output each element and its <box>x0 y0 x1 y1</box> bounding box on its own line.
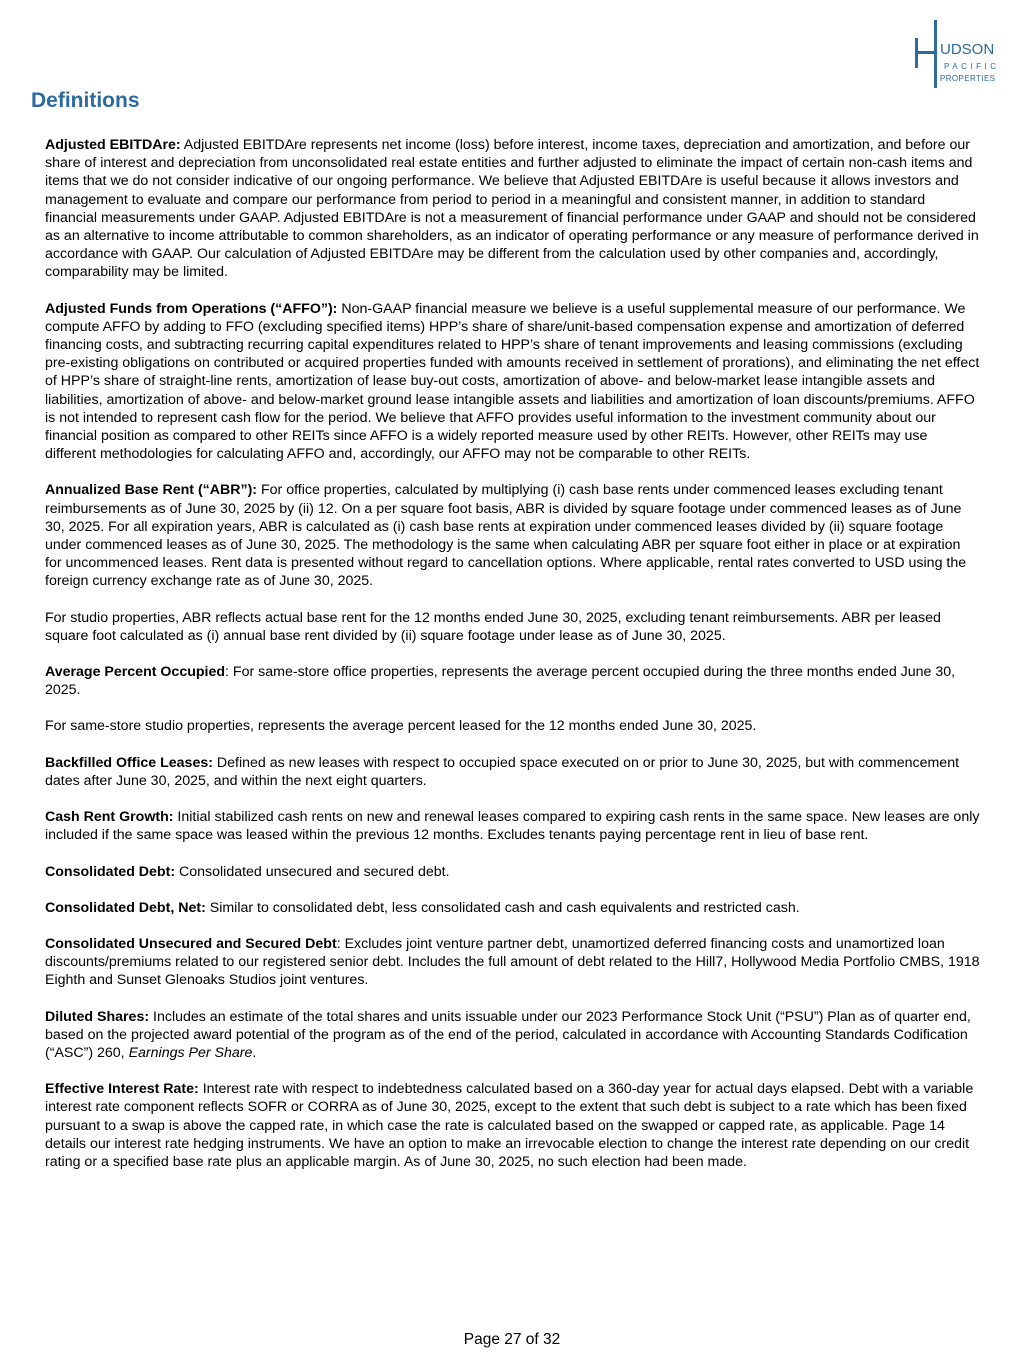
definition-text: Similar to consolidated debt, less consolidated cash and cash equivalents and restricted cash. <box>205 899 800 916</box>
definition-text: Non-GAAP financial measure we believe is a useful supplemental measure of our performance. We compute AFFO by adding to FFO (excluding specified items) HPP’s share of share/unit-based compensation expense and amortization of deferred financing costs, and subtracting recurring capital expenditures related to HPP’s share of tenant improvements and leasing commissions (excluding pre-existing obligations on contributed or acquired properties funded with amounts received in settlement of prorations), and eliminating the net effect of HPP’s share of straight-line rents, amortization of lease buy-out costs, amortization of above- and below-market lease intangible assets and liabilities, amortization of above- and below-market ground lease intangible assets and liabilities and amortization of loan discounts/premiums. AFFO is not intended to represent cash flow for the period. We believe that AFFO provides useful information to the investment community about our financial position as compared to other REITs since AFFO is a widely reported measure used by other REITs. However, other REITs may use different methodologies for calculating AFFO and, accordingly, our AFFO may not be comparable to other REITs. <box>45 300 980 463</box>
definition-abr-studio <box>45 609 980 645</box>
definition-effective-interest-rate <box>45 1080 980 1171</box>
definition-term: Consolidated Debt: <box>45 863 176 880</box>
definition-term: Annualized Base Rent (“ABR”): <box>45 482 258 499</box>
page-number: Page 27 of 32 <box>463 1331 561 1348</box>
definition-term: Cash Rent Growth: <box>45 809 174 826</box>
definition-text: Adjusted EBITDAre represents net income (loss) before interest, income taxes, depreciation and amortization, and before our share of interest and depreciation from unconsolidated real estate entities and further adjusted to eliminate the impact of certain non-cash items and items that we do not consider indicative of our ongoing performance. We believe that Adjusted EBITDAre is useful because it allows investors and management to evaluate and compare our performance from period to period in a meaningful and consistent manner, in addition to standard financial measurements under GAAP. Adjusted EBITDAre is not a measurement of financial performance under GAAP and should not be considered as an alternative to income attributable to common shareholders, as an indicator of operating performance or any measure of performance derived in accordance with GAAP. Our calculation of Adjusted EBITDAre may be different from the calculation used by other companies and, accordingly, comparability may be limited. <box>45 137 979 281</box>
definition-affo <box>45 300 980 464</box>
definition-term: Backfilled Office Leases: <box>45 754 213 771</box>
definition-term: Average Percent Occupied <box>45 664 226 681</box>
definition-adjusted-ebitdare <box>45 136 980 282</box>
definition-text: For studio properties, ABR reflects actual base rent for the 12 months ended June 30, 2025, excluding tenant reimbursements. ABR per leased square foot calculated as (i) annual base rent divided by (ii) square footage under lease as of June 30, 2025. <box>45 609 941 644</box>
definition-abr <box>45 481 980 590</box>
definition-average-percent-occupied-studio <box>45 717 980 735</box>
definition-average-percent-occupied <box>45 663 980 699</box>
definition-backfilled-office-leases <box>45 754 980 790</box>
definition-consolidated-unsecured-secured-debt <box>45 935 980 990</box>
definition-italic-text: Earnings Per Share <box>128 1044 253 1061</box>
logo-line-2: PACIFIC <box>944 62 1000 71</box>
page-title: Definitions <box>31 89 140 112</box>
definition-term: Effective Interest Rate: <box>45 1081 199 1098</box>
definition-consolidated-debt <box>45 863 980 881</box>
definition-consolidated-debt-net <box>45 899 980 917</box>
definition-text: Interest rate with respect to indebtedness calculated based on a 360-day year for actual days elapsed. Debt with a variable interest rate component reflects SOFR or CORRA as of June 30, 2025, except to the extent that such debt is subject to a rate which has been fixed pursuant to a swap is above the capped rate, in which case the rate is calculated based on the swapped or capped rate, as applicable. Page 14 details our interest rate hedging instruments. We have an option to make an irrevocable election to change the interest rate depending on our credit rating or a specified base rate plus an applicable margin. As of June 30, 2025, no such election had been made. <box>45 1081 974 1170</box>
definition-diluted-shares <box>45 1008 980 1063</box>
definition-term: Consolidated Debt, Net: <box>45 899 206 916</box>
definition-term: Adjusted EBITDAre: <box>45 137 181 153</box>
definition-term: Diluted Shares: <box>45 1008 150 1025</box>
definition-cash-rent-growth <box>45 808 980 844</box>
definition-term: Adjusted Funds from Operations (“AFFO”): <box>45 300 338 317</box>
definition-text: Defined as new leases with respect to occupied space executed on or prior to June 30, 2025, but with commencement dates after June 30, 2025, and within the next eight quarters. <box>45 754 960 789</box>
company-logo <box>913 20 1003 88</box>
definition-text: : For same-store office properties, represents the average percent occupied during the three months ended June 30, 2025. <box>45 664 956 699</box>
definition-text-end: . <box>252 1044 257 1061</box>
definitions-list <box>45 136 980 1189</box>
definition-text: Consolidated unsecured and secured debt. <box>175 863 450 880</box>
definition-term: Consolidated Unsecured and Secured Debt <box>45 935 337 952</box>
definition-text: Includes an estimate of the total shares and units issuable under our 2023 Performance Stock Unit (“PSU”) Plan as of quarter end, based on the projected award potential of the program as of the end of the period, calculated in accordance with Accounting Standards Codification (“ASC”) 260, <box>45 1008 971 1061</box>
definition-text: Initial stabilized cash rents on new and renewal leases compared to expiring cash rents in the same space. New leases are only included if the same space was leased within the previous 12 months. Excludes tenants paying percentage rent in lieu of base rent. <box>45 809 980 844</box>
definition-text: For office properties, calculated by multiplying (i) cash base rents under commenced leases excluding tenant reimbursements as of June 30, 2025 by (ii) 12. On a per square foot basis, ABR is divided by square footage under commenced leases as of June 30, 2025. For all expiration years, ABR is calculated as (i) cash base rents at expiration under commenced leases divided by (ii) square footage under commenced leases as of June 30, 2025. The methodology is the same when calculating ABR per square foot either in place or at expiration for uncommenced leases. Rent data is presented without regard to cancellation options. Where applicable, rental rates converted to USD using the foreign currency exchange rate as of June 30, 2025. <box>45 482 967 590</box>
definition-text: For same-store studio properties, represents the average percent leased for the 12 months ended June 30, 2025. <box>45 718 757 735</box>
definition-text: : Excludes joint venture partner debt, unamortized deferred financing costs and unamortized loan discounts/premiums related to our registered senior debt. Includes the full amount of debt related to the Hill7, Hollywood Media Portfolio CMBS, 1918 Eighth and Sunset Glenoaks Studios joint ventures. <box>45 935 980 989</box>
logo-line-1: UDSON <box>940 41 995 58</box>
logo-line-3: PROPERTIES <box>940 74 996 83</box>
